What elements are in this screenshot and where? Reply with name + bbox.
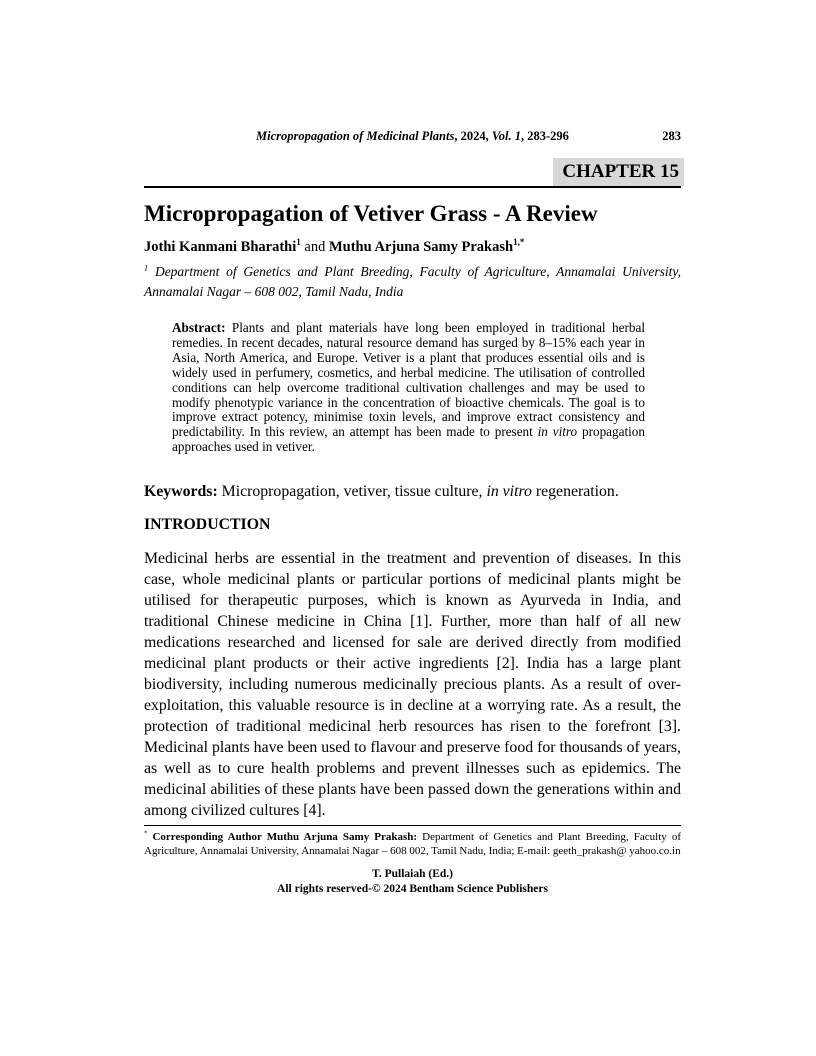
journal-year: , 2024, bbox=[454, 129, 492, 143]
section-heading-introduction: INTRODUCTION bbox=[144, 516, 271, 534]
author-2-superscript: 1,* bbox=[513, 237, 525, 248]
authors-connector: and bbox=[300, 239, 329, 255]
author-2: Muthu Arjuna Samy Prakash bbox=[328, 239, 514, 255]
page-number: 283 bbox=[662, 129, 681, 143]
chapter-title: Micropropagation of Vetiver Grass - A Review bbox=[144, 201, 598, 226]
abstract-label: Abstract: bbox=[172, 320, 226, 335]
journal-volume: Vol. 1 bbox=[491, 129, 522, 143]
journal-title: Micropropagation of Medicinal Plants bbox=[256, 129, 455, 143]
rights-line: All rights reserved-© 2024 Bentham Science Publishers bbox=[277, 882, 548, 895]
publisher-footer bbox=[144, 867, 681, 896]
keywords-text-end: regeneration. bbox=[531, 483, 619, 501]
affiliation bbox=[144, 262, 681, 302]
abstract-italic-phrase: in vitro bbox=[537, 424, 578, 440]
authors-line bbox=[144, 238, 681, 256]
keywords-label: Keywords: bbox=[144, 483, 218, 501]
journal-citation bbox=[144, 129, 681, 144]
journal-pages: , 283-296 bbox=[521, 129, 569, 143]
keywords-text: Micropropagation, vetiver, tissue culture, bbox=[217, 483, 487, 501]
chapter-badge: CHAPTER 15 bbox=[553, 158, 684, 186]
footnote-label: Corresponding Author Muthu Arjuna Samy Prakash: bbox=[147, 831, 418, 844]
abstract-text-end: propagation approaches used in vetiver. bbox=[172, 424, 645, 455]
abstract-text: Plants and plant materials have long been employed in traditional herbal remedies. In recent decades, natural resource demand has surged by 8–15% each year in Asia, North America, and Europe. Vetiver is a plant that produces essential oils and is widely used in perfumery, cosmetics, and herbal medicine. The utilisation of controlled conditions can help overcome traditional cultivation challenges and may be used to modify phenotypic variance in the concentration of bioactive chemicals. The goal is to improve extract potency, minimise toxin levels, and improve extract consistency and predictability. In this review, an attempt has been made to present bbox=[172, 320, 645, 440]
affiliation-superscript: 1 bbox=[144, 263, 149, 273]
running-header bbox=[144, 129, 681, 145]
author-1: Jothi Kanmani Bharathi bbox=[144, 239, 297, 255]
author-1-superscript: 1 bbox=[296, 237, 301, 248]
keywords-line bbox=[144, 482, 681, 502]
footnote-text: Department of Genetics and Plant Breeding, Faculty of Agriculture, Annamalai University, Annamalai Nagar – 608 002, Tamil Nadu, India; E-mail: geeth_prakash@ yahoo.co.in bbox=[144, 831, 681, 857]
intro-paragraph: Medicinal herbs are essential in the treatment and prevention of diseases. In this case, whole medicinal plants or particular portions of medicinal plants might be utilised for therapeutic purposes, which is known as Ayurveda in India, and traditional Chinese medicine in China [1]. Further, more than half of all new medications researched and licensed for sale are derived directly from modified medicinal plant products or their active ingredients [2]. India has a large plant biodiversity, including numerous medicinally precious plants. As a result of over-exploitation, this valuable resource is in decline at a worrying rate. As a result, the protection of traditional medicinal herb resources has risen to the forefront [3]. Medicinal plants have been used to flavour and preserve food for thousands of years, as well as to cure health problems and prevent illnesses such as epidemics. The medicinal abilities of these plants have been passed down the generations within and among civilized cultures [4]. bbox=[144, 550, 681, 820]
page-content bbox=[144, 129, 681, 896]
editor-line: T. Pullaiah (Ed.) bbox=[372, 868, 453, 881]
keywords-italic-phrase: in vitro bbox=[486, 483, 532, 501]
footnote-marker: * bbox=[144, 830, 148, 838]
corresponding-author-footnote bbox=[144, 825, 681, 858]
affiliation-text: Department of Genetics and Plant Breeding, Faculty of Agriculture, Annamalai University, Annamalai Nagar – 608 002, Tamil Nadu, India bbox=[144, 264, 681, 299]
chapter-header-rule bbox=[144, 158, 681, 188]
abstract-block bbox=[172, 321, 645, 455]
